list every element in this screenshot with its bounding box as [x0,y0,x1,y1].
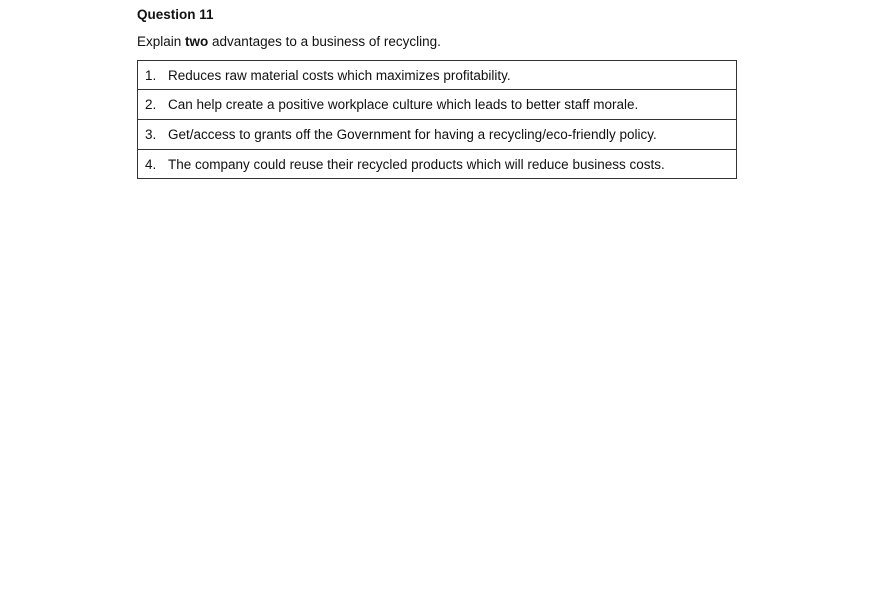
answer-table [137,60,737,179]
answer-number: 2. [145,97,157,112]
answer-number: 4. [145,156,157,172]
question-heading: Question 11 [137,7,214,22]
prompt-text-after: advantages to a business of recycling. [208,34,441,49]
prompt-emphasis: two [185,34,209,49]
answer-row [138,61,736,90]
answer-row [138,90,736,120]
answer-row [138,150,736,179]
answer-text: The company could reuse their recycled products which will reduce business costs. [168,156,665,172]
answer-text: Reduces raw material costs which maximizes profitability. [168,67,511,83]
answer-number: 1. [145,67,157,83]
answer-number: 3. [145,127,157,142]
question-block [137,6,737,179]
prompt-text-before: Explain [137,34,186,49]
question-prompt [137,33,737,51]
answer-text: Get/access to grants off the Government for having a recycling/eco-friendly policy. [168,127,657,142]
answer-text: Can help create a positive workplace culture which leads to better staff morale. [168,97,639,112]
answer-row [138,120,736,150]
